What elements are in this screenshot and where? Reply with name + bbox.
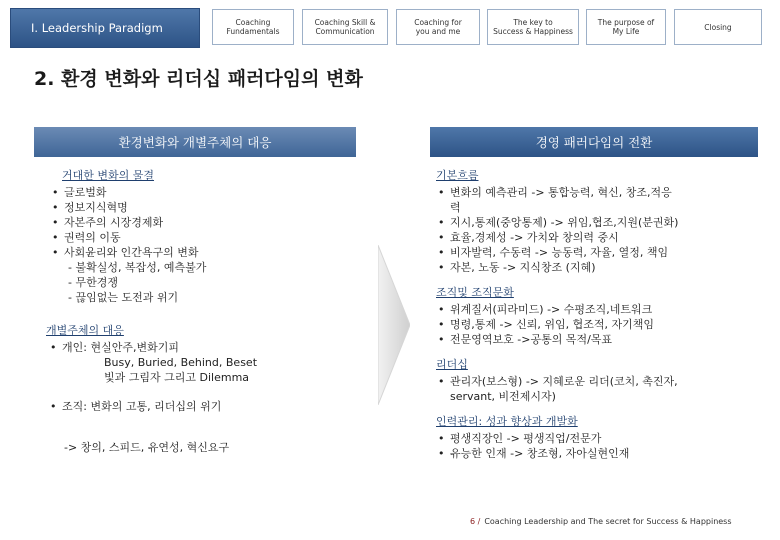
section-title-individual-response: 개별주체의 대응 (46, 324, 124, 337)
page-title: 2. 환경 변화와 리더십 패러다임의 변화 (34, 68, 363, 90)
left-panel (46, 168, 346, 455)
list-item: • 평생직장인 -> 평생직업/전문가 (436, 431, 766, 446)
list-item: • 조직: 변화의 고통, 리더십의 위기 (48, 399, 346, 414)
list-item: • 명령,통제 -> 신뢰, 위임, 협조적, 자기책임 (436, 317, 766, 332)
section-title-wave-of-change: 거대한 변화의 물결 (62, 169, 155, 182)
list-item-continuation: 빛과 그림자 그리고 Dilemma (104, 371, 250, 384)
nav-tab-coaching-skill[interactable]: Coaching Skill & Communication (302, 9, 388, 45)
result-text: -> 창의, 스피드, 유연성, 혁신요구 (64, 441, 230, 454)
nav-tab-leadership-paradigm[interactable]: I. Leadership Paradigm (10, 8, 200, 48)
list-item: • 비자발력, 수동력 -> 능동력, 자율, 열정, 책임 (436, 245, 766, 260)
section-title-organization: 조직및 조직문화 (436, 286, 514, 299)
section-title-leadership: 리더십 (436, 358, 468, 371)
sub-item: - 끊임없는 도전과 위기 (68, 291, 179, 304)
list-item: • 유능한 인재 -> 창조형, 자아실현인재 (436, 446, 766, 461)
nav-tab-purpose-of-life[interactable]: The purpose of My Life (586, 9, 666, 45)
transition-arrow-icon (378, 245, 410, 405)
list-item: • 전문영역보호 ->공통의 목적/목표 (436, 332, 766, 347)
nav-tab-coaching-for-you[interactable]: Coaching for you and me (396, 9, 480, 45)
list-item: • 변화의 예측관리 -> 통합능력, 혁신, 창조,적응 력 (436, 185, 766, 215)
list-item: • 글로벌화 (50, 185, 346, 200)
footer-text: Coaching Leadership and The secret for Success & Happiness (484, 517, 732, 526)
nav-tab-closing[interactable]: Closing (674, 9, 762, 45)
nav-tab-coaching-fundamentals[interactable]: Coaching Fundamentals (212, 9, 294, 45)
left-column-header: 환경변화와 개별주체의 대응 (34, 127, 356, 157)
right-panel (436, 168, 766, 461)
list-item: • 정보지식혁명 (50, 200, 346, 215)
list-item: • 위계질서(피라미드) -> 수평조직,네트워크 (436, 302, 766, 317)
list-item: • 사회윤리와 인간욕구의 변화 (50, 245, 346, 260)
sub-item: - 무한경쟁 (68, 276, 118, 289)
page-number: 6 / (470, 517, 481, 526)
list-item: • 자본주의 시장경제화 (50, 215, 346, 230)
list-item: • 관리자(보스형) -> 지혜로운 리더(코치, 촉진자, servant, 비전제시자) (436, 374, 766, 404)
sub-item: - 불확실성, 복잡성, 예측불가 (68, 261, 207, 274)
list-item: • 개인: 현실안주,변화기피 (48, 340, 346, 355)
right-column-header: 경영 패러다임의 전환 (430, 127, 758, 157)
top-nav (0, 0, 780, 58)
list-item: • 효율,경제성 -> 가치와 창의력 중시 (436, 230, 766, 245)
footer (470, 517, 732, 526)
list-item-continuation: Busy, Buried, Behind, Beset (104, 356, 258, 369)
list-item: • 지시,통제(중앙통제) -> 위임,협조,지원(분권화) (436, 215, 766, 230)
section-title-hr-management: 인력관리: 성과 향상과 개발화 (436, 415, 578, 428)
list-item: • 자본, 노동 -> 지식창조 (지혜) (436, 260, 766, 275)
list-item: • 권력의 이동 (50, 230, 346, 245)
section-title-basic-flow: 기본흐름 (436, 169, 479, 182)
nav-tab-key-to-success[interactable]: The key to Success & Happiness (487, 9, 579, 45)
